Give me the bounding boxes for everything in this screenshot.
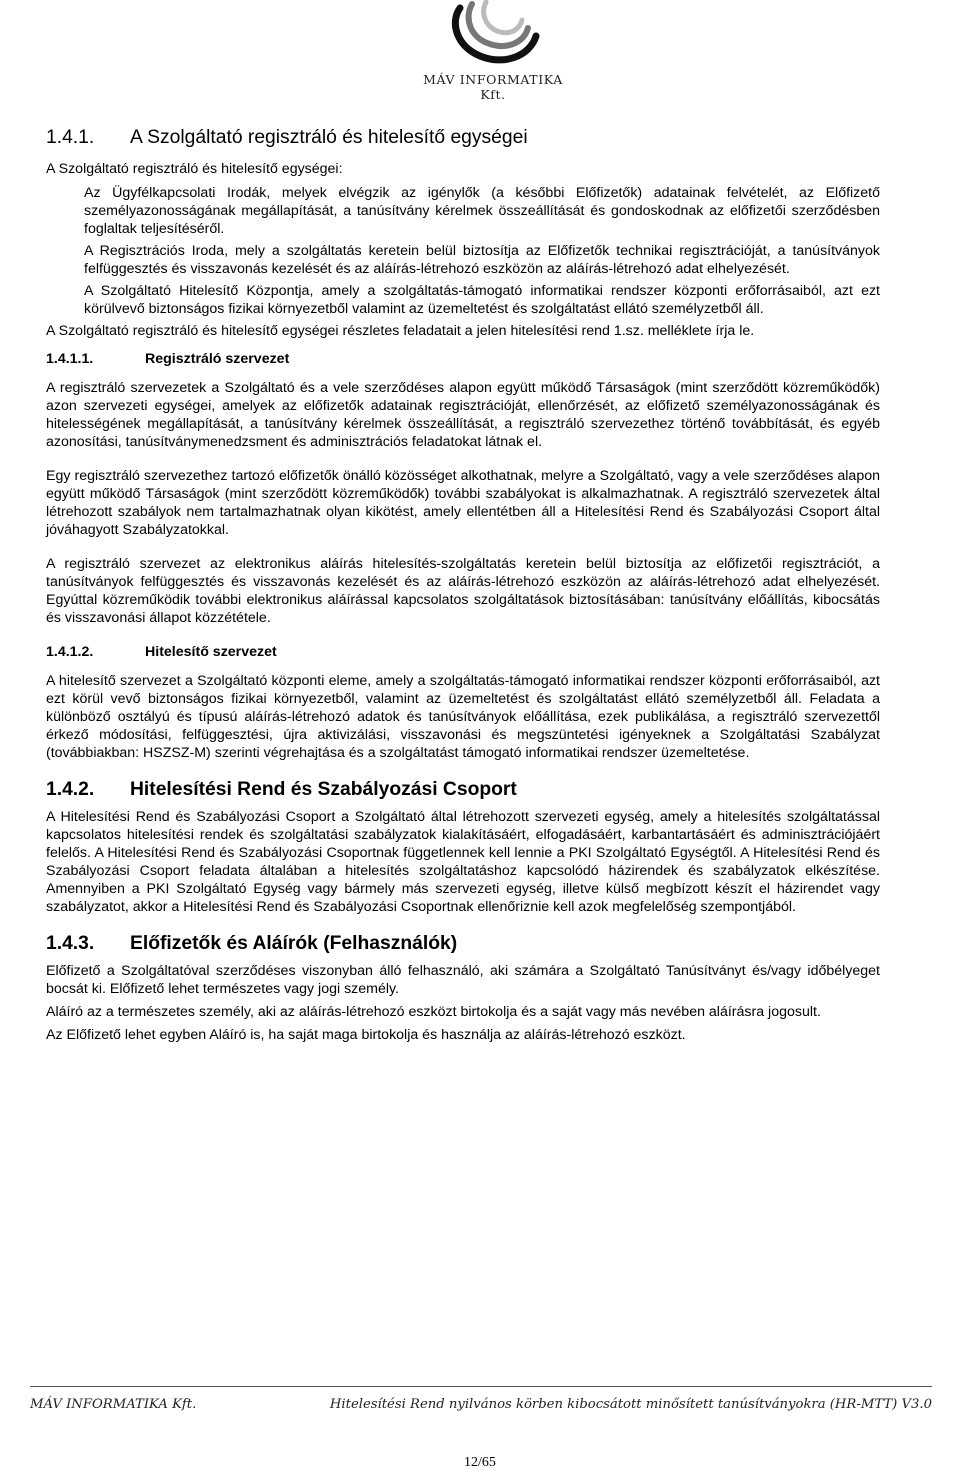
section-heading-1-4-1-2 [46,643,880,661]
paragraph: A Szolgáltató regisztráló és hitelesítő egységei: [46,161,343,177]
section-heading-1-4-3 [46,932,880,956]
section-title: Hitelesítési Rend és Szabályozási Csoport [130,779,517,800]
paragraph: Az Előfizető lehet egyben Aláíró is, ha saját maga birtokolja és használja az aláírás-létrehozó eszközt. [46,1027,686,1043]
page-number: 12/65 [464,1455,496,1470]
section-heading-1-4-1 [46,126,880,150]
page-footer [30,1397,932,1412]
paragraph: Egy regisztráló szervezethez tartozó előfizetők önálló közösséget alkothatnak, melyre a Szolgáltató, vagy a vele szerződéses alapon együtt működő Társaságok (mint szerződött közreműködők) további szabályokat is alkalmazhatnak. A regisztráló szervezetek által létrehozott szabályok nem tartalmazhatnak olyan kikötést, amely ellentétben áll a Hitelesítési Rend és Szabályozási Csoport által jóváhagyott Szabályzatokkal. [46,468,880,538]
logo-swirl-icon [442,0,544,70]
section-heading-1-4-1-1 [46,350,880,368]
document-body [46,126,880,1049]
footer-divider [30,1386,932,1387]
company-logo [418,0,568,100]
paragraph: Aláíró az a természetes személy, aki az aláírás-létrehozó eszközt birtokolja és a saját vagy más nevében aláírásra jogosult. [46,1004,821,1020]
section-title: Regisztráló szervezet [145,351,290,367]
section-number: 1.4.3. [46,933,95,954]
section-number: 1.4.2. [46,779,95,800]
list-paragraph: A Regisztrációs Iroda, mely a szolgáltatás keretein belül biztosítja az Előfizetők technikai regisztrációját, a tanúsítványok felfüggesztés és visszavonás kezelését és az aláírás-létrehozó eszközön az aláírás-létrehozó adat elhelyezését. [84,243,880,277]
list-paragraph: Az Ügyfélkapcsolati Irodák, melyek elvégzik az igénylők (a későbbi Előfizetők) adatainak felvételét, az Előfizető személyazonosságának megállapítását, a tanúsítvány kérelmek összeállítását és gondoskodnak az előfizetői szerződésben foglaltak teljesítéséről. [84,185,880,237]
paragraph: A Hitelesítési Rend és Szabályozási Csoport a Szolgáltató által létrehozott szervezeti egység, amely a hitelesítés szolgáltatással kapcsolatos hitelesítési rendek és szolgáltatási szabályzatok kialakításáért, elfogadásáért, karbantartásáért és adminisztrációjáért felelős. A Hitelesítési Rend és Szabályozási Csoportnak függetlennek kell lennie a PKI Szolgáltató Egységtől. A Hitelesítési Rend és Szabályozási Csoport feladata általában a hitelesítés szolgáltatáshoz kapcsolódó házirendek és szabályzatok elkészítése. Amennyiben a PKI Szolgáltató Egység vagy bármely más szervezeti egység, illetve külső megbízott készít el házirendet vagy szabályzatot, akkor a Hitelesítési Rend és Szabályozási Csoportnak ellenőriznie kell azok megfelelőség szempontjából. [46,809,880,915]
logo-text: MÁV INFORMATIKA Kft. [423,72,563,102]
section-heading-1-4-2 [46,778,880,802]
paragraph: Előfizető a Szolgáltatóval szerződéses viszonyban álló felhasználó, aki számára a Szolgáltató Tanúsítványt és/vagy időbélyeget bocsát ki. Előfizető lehet természetes vagy jogi személy. [46,963,880,997]
section-title: Előfizetők és Aláírók (Felhasználók) [130,933,458,954]
section-number: 1.4.1. [46,127,95,148]
paragraph: A hitelesítő szervezet a Szolgáltató központi eleme, amely a szolgáltatás-támogató informatikai rendszer központi erőforrásaiból, azt ezt körül vevő biztonságos fizikai környezetből, valamint az üzemeltetést és szolgáltatást ellátó személyzetből áll. Feladata a különböző osztályú és típusú aláírás-létrehozó adatok és tanúsítványok előállítása, ezek publikálása, a regisztráló szervezettől érkező módosítási, felfüggesztési, újra aktivizálási, visszavonási és megszüntetési igényeknek a Szolgáltatási Szabályzat (továbbiakban: HSZSZ-M) szerinti végrehajtása és a szolgáltatást támogató informatikai rendszer üzemeltetése. [46,673,880,761]
paragraph: A regisztráló szervezet az elektronikus aláírás hitelesítés-szolgáltatás keretein belül biztosítja az előfizetői regisztrációt, a tanúsítványok felfüggesztés és visszavonás kezelését és az aláírás-létrehozó eszközön az aláírás-létrehozó adat elhelyezését. Egyúttal közreműködik további elektronikus aláírással kapcsolatos szolgáltatások biztosításában: tanúsítvány előállítás, kibocsátás és visszavonási állapot közzététele. [46,556,880,626]
section-number: 1.4.1.2. [46,644,94,660]
section-number: 1.4.1.1. [46,351,94,367]
list-paragraph: A Szolgáltató Hitelesítő Központja, amely a szolgáltatás-támogató informatikai rendszer központi erőforrásaiból, azt ezt körülvevő biztonságos fizikai környezetből valamint az üzemeltetést és szolgáltatást ellátó személyzetből áll. [84,283,880,317]
paragraph: A regisztráló szervezetek a Szolgáltató és a vele szerződéses alapon együtt működő Társaságok (mint szerződött közreműködők) azon szervezeti egységei, amelyek az előfizetők adatainak regisztrációját, ellenőrzését, az előfizető személyazonosságának és hitelességének megállapítását, a tanúsítvány kérelmek összeállítását, a regisztráló szervezethez történő továbbítását, és egyéb azonosítási, tanúsítványmenedzsment és adminisztrációs feladatokat látnak el. [46,380,880,450]
section-title: Hitelesítő szervezet [145,644,277,660]
footer-document-title: Hitelesítési Rend nyilvános körben kibocsátott minősített tanúsítványokra (HR-MTT) V3.0 [329,1397,932,1412]
paragraph: A Szolgáltató regisztráló és hitelesítő egységei részletes feladatait a jelen hitelesítési rend 1.sz. melléklete írja le. [46,323,755,339]
section-title: A Szolgáltató regisztráló és hitelesítő egységei [130,127,528,148]
footer-company: MÁV INFORMATIKA Kft. [30,1397,197,1412]
